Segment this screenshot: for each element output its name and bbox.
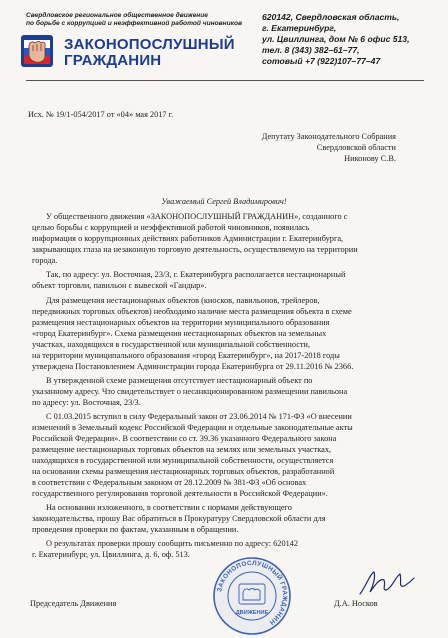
handwritten-signature bbox=[356, 566, 416, 598]
signatory-title: Председатель Движения bbox=[30, 599, 117, 608]
org-description-line: по борьбе с коррупцией и неэффективной работой чиновников bbox=[26, 19, 242, 27]
body-line: На основании изложенного, в соответствии с нормами действующего bbox=[46, 503, 292, 512]
contact-block bbox=[262, 12, 442, 67]
addressee-line: Свердловской области bbox=[316, 143, 396, 152]
body-line: «город Екатеринбург». Схема размещения нестационарных объектов на земельных bbox=[32, 329, 327, 338]
body-line: В утвержденной схеме размещения отсутствует нестационарный объект по bbox=[46, 376, 313, 385]
addressee-line: Никонову С.В. bbox=[344, 154, 396, 163]
addressee-line: Депутату Законодательного Собрания bbox=[261, 132, 396, 141]
body-line: Российской Федерации». В соответствии со ст. 39.36 указанного Федерального закона bbox=[32, 434, 337, 443]
body-line: У общественного движения «ЗАКОНОПОСЛУШНЫЙ ГРАЖДАНИН», созданного с bbox=[46, 212, 348, 221]
brand-line: ЗАКОНОПОСЛУШНЫЙ bbox=[64, 36, 235, 53]
body-line: на территории муниципального образования «город Екатеринбург», на 2017-2018 годы bbox=[32, 351, 340, 360]
body-line: на основании схемы размещения нестационарных торговых объектов, разработанной bbox=[32, 467, 335, 476]
body-line: государственного регулирования торговой деятельности в Российской Федерации». bbox=[32, 489, 328, 498]
contact-line: ул. Цвиллинга, дом № 6 офис 513, bbox=[262, 34, 410, 44]
body-line: передвижных торговых объектов) необходимо наличие места размещения объекта в схеме bbox=[32, 307, 352, 316]
contact-line: г. Екатеринбург, bbox=[262, 23, 337, 33]
salutation: Уважаемый Сергей Владимирович! bbox=[161, 197, 287, 206]
body-line: С 01.03.2015 вступил в силу Федеральный закон от 23.06.2014 № 171-ФЗ «О внесении bbox=[46, 412, 352, 421]
org-description bbox=[26, 12, 266, 27]
body-line: участках, находящихся в государственной или муниципальной собственности, bbox=[32, 340, 311, 349]
body-line: находящихся в государственной или муниципальной собственности, осуществляется bbox=[32, 456, 334, 465]
body-line: указанному адресу. Что свидетельствует о несанкционированном размещении павильона bbox=[32, 387, 348, 396]
stamp-bottom-text: ДВИЖЕНИЕ bbox=[235, 610, 269, 616]
contact-line: 620142, Свердловская область, bbox=[262, 12, 400, 22]
organization-stamp bbox=[212, 556, 292, 636]
body-line: размещения нестационарных объектов на территории муниципального образования bbox=[32, 318, 330, 327]
body-line: размещение нестационарных торговых объектов на землях или земельных участках, bbox=[32, 445, 332, 454]
body-line: объект торговли, павильон с вывеской «Гандыр». bbox=[32, 281, 207, 290]
signatory-name: Д.А. Носков bbox=[334, 599, 378, 608]
letterhead bbox=[0, 0, 448, 100]
header-divider bbox=[26, 80, 424, 81]
body-line: по адресу: ул. Восточная, 23/3. bbox=[32, 398, 141, 407]
org-description-line: Свердловское региональное общественное движение bbox=[26, 12, 208, 19]
brand-line: ГРАЖДАНИН bbox=[64, 52, 162, 69]
body-line: закрывающих глаза на незаконную торговую деятельность, осуществляемую на территории bbox=[32, 245, 358, 254]
body-line: в соответствии с Федеральным законом от 28.12.2009 № 381-ФЗ «Об основах bbox=[32, 478, 307, 487]
body-line: Так, по адресу: ул. Восточная, 23/3, г. Екатеринбурга располагается нестационарный bbox=[46, 270, 346, 279]
body-line: целью борьбы с коррупцией и неэффективной работой чиновников, появилась bbox=[32, 223, 310, 232]
fist-logo-icon bbox=[20, 34, 54, 68]
body-line: информация о коррупционных действиях работников Администрации г. Екатеринбурга, bbox=[32, 234, 344, 243]
body-line: законодательства, прошу Вас обратиться в Прокуратуру Свердловской области для bbox=[32, 514, 326, 523]
body-line: изменений в Земельный кодекс Российской Федерации и отдельные законодательные акты bbox=[32, 423, 353, 432]
body-line: города. bbox=[32, 256, 58, 265]
stamp-ring-text: ЗАКОНОПОСЛУШНЫЙ ГРАЖДАНИН bbox=[216, 559, 289, 626]
contact-line: сотовый +7 (922)107–77–47 bbox=[262, 56, 381, 66]
body-line: проведения проверки по фактам, указанным в обращении. bbox=[32, 525, 239, 534]
reference-number: Исх. № 19/1-054/2017 от «04» мая 2017 г. bbox=[28, 110, 174, 119]
brand-name bbox=[64, 37, 235, 69]
contact-line: тел. 8 (343) 382–61–77, bbox=[262, 45, 360, 55]
body-line: утверждена Постановлением Администрации города Екатеринбурга от 29.11.2016 № 2366. bbox=[32, 362, 354, 371]
body-line: О результатах проверки прошу сообщить письменно по адресу: 620142 bbox=[46, 539, 299, 548]
body-line: Для размещения нестационарных объектов (киосков, павильонов, трейлеров, bbox=[46, 296, 320, 305]
body-line: г. Екатеринбург, ул. Цвиллинга, д. 6, оф. 513. bbox=[32, 550, 190, 559]
